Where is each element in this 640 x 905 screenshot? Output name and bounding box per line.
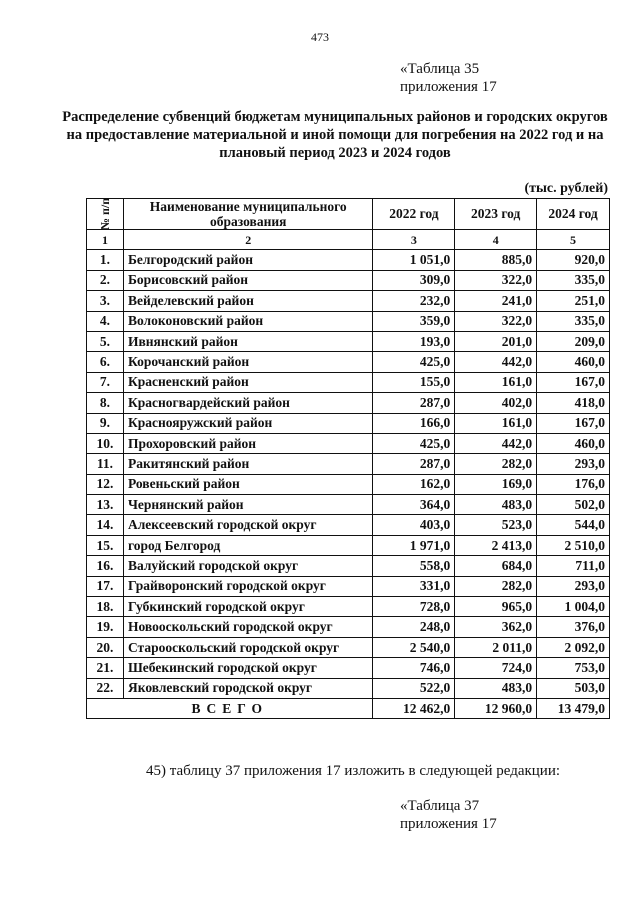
row-value-2022: 287,0 bbox=[373, 454, 455, 474]
row-value-2024: 753,0 bbox=[537, 658, 610, 678]
row-name: Старооскольский городской округ bbox=[123, 637, 373, 657]
row-value-2023: 402,0 bbox=[455, 393, 537, 413]
table-row bbox=[87, 617, 610, 637]
row-number: 6. bbox=[87, 352, 124, 372]
row-value-2022: 287,0 bbox=[373, 393, 455, 413]
row-number: 13. bbox=[87, 495, 124, 515]
row-value-2022: 166,0 bbox=[373, 413, 455, 433]
row-value-2024: 176,0 bbox=[537, 474, 610, 494]
total-row bbox=[87, 698, 610, 718]
row-value-2023: 684,0 bbox=[455, 556, 537, 576]
table-row bbox=[87, 535, 610, 555]
header-number: № п/п bbox=[87, 199, 124, 230]
row-value-2022: 1 971,0 bbox=[373, 535, 455, 555]
row-value-2024: 2 092,0 bbox=[537, 637, 610, 657]
row-name: Алексеевский городской округ bbox=[123, 515, 373, 535]
row-value-2022: 232,0 bbox=[373, 291, 455, 311]
row-value-2022: 558,0 bbox=[373, 556, 455, 576]
row-value-2023: 523,0 bbox=[455, 515, 537, 535]
row-value-2024: 711,0 bbox=[537, 556, 610, 576]
header-name: Наименование муниципального образования bbox=[123, 199, 373, 230]
row-value-2022: 155,0 bbox=[373, 372, 455, 392]
column-number: 5 bbox=[537, 230, 610, 250]
row-value-2022: 425,0 bbox=[373, 352, 455, 372]
row-name: Корочанский район bbox=[123, 352, 373, 372]
row-value-2023: 161,0 bbox=[455, 372, 537, 392]
row-value-2023: 442,0 bbox=[455, 433, 537, 453]
row-number: 1. bbox=[87, 250, 124, 270]
column-number-row bbox=[87, 230, 610, 250]
table-header-row bbox=[87, 199, 610, 230]
row-name: Борисовский район bbox=[123, 270, 373, 290]
row-number: 14. bbox=[87, 515, 124, 535]
row-number: 5. bbox=[87, 331, 124, 351]
table-row bbox=[87, 454, 610, 474]
row-value-2022: 403,0 bbox=[373, 515, 455, 535]
table-row bbox=[87, 393, 610, 413]
row-number: 3. bbox=[87, 291, 124, 311]
row-value-2024: 920,0 bbox=[537, 250, 610, 270]
row-name: Валуйский городской округ bbox=[123, 556, 373, 576]
row-name: Красногвардейский район bbox=[123, 393, 373, 413]
document-heading: Распределение субвенций бюджетам муниципальных районов и городских округов на предоставление материальной и иной помощи для погребения на 2022 год и на плановый период 2023 и 2024 годов bbox=[62, 109, 608, 161]
row-number: 7. bbox=[87, 372, 124, 392]
table-row bbox=[87, 352, 610, 372]
row-value-2024: 460,0 bbox=[537, 352, 610, 372]
row-name: город Белгород bbox=[123, 535, 373, 555]
table-row bbox=[87, 413, 610, 433]
row-number: 8. bbox=[87, 393, 124, 413]
row-value-2022: 331,0 bbox=[373, 576, 455, 596]
table-row bbox=[87, 658, 610, 678]
row-value-2023: 362,0 bbox=[455, 617, 537, 637]
table-row bbox=[87, 372, 610, 392]
row-value-2024: 335,0 bbox=[537, 311, 610, 331]
row-value-2022: 1 051,0 bbox=[373, 250, 455, 270]
row-name: Ивнянский район bbox=[123, 331, 373, 351]
column-number: 2 bbox=[123, 230, 373, 250]
row-number: 12. bbox=[87, 474, 124, 494]
row-value-2024: 293,0 bbox=[537, 576, 610, 596]
row-value-2024: 251,0 bbox=[537, 291, 610, 311]
table-reference-bottom-line1: «Таблица 37 bbox=[400, 798, 480, 814]
table-reference-top bbox=[400, 60, 497, 96]
row-value-2024: 167,0 bbox=[537, 413, 610, 433]
column-number: 3 bbox=[373, 230, 455, 250]
row-value-2023: 724,0 bbox=[455, 658, 537, 678]
row-value-2024: 335,0 bbox=[537, 270, 610, 290]
total-label: ВСЕГО bbox=[87, 698, 373, 718]
table-reference-bottom bbox=[400, 797, 497, 833]
table-row bbox=[87, 474, 610, 494]
table-reference-top-line2: приложения 17 bbox=[400, 79, 497, 95]
row-value-2022: 162,0 bbox=[373, 474, 455, 494]
row-value-2023: 322,0 bbox=[455, 311, 537, 331]
row-value-2022: 425,0 bbox=[373, 433, 455, 453]
subsidy-table bbox=[86, 198, 610, 719]
header-2024: 2024 год bbox=[537, 199, 610, 230]
table-row bbox=[87, 597, 610, 617]
row-value-2023: 282,0 bbox=[455, 454, 537, 474]
total-2024: 13 479,0 bbox=[537, 698, 610, 718]
row-value-2022: 359,0 bbox=[373, 311, 455, 331]
row-value-2023: 483,0 bbox=[455, 495, 537, 515]
row-number: 15. bbox=[87, 535, 124, 555]
row-name: Чернянский район bbox=[123, 495, 373, 515]
row-name: Волоконовский район bbox=[123, 311, 373, 331]
row-value-2022: 193,0 bbox=[373, 331, 455, 351]
row-value-2022: 2 540,0 bbox=[373, 637, 455, 657]
row-number: 4. bbox=[87, 311, 124, 331]
table-row bbox=[87, 556, 610, 576]
table-row bbox=[87, 270, 610, 290]
row-name: Ровеньский район bbox=[123, 474, 373, 494]
row-value-2024: 167,0 bbox=[537, 372, 610, 392]
row-value-2024: 2 510,0 bbox=[537, 535, 610, 555]
row-name: Вейделевский район bbox=[123, 291, 373, 311]
table-row bbox=[87, 495, 610, 515]
row-name: Новооскольский городской округ bbox=[123, 617, 373, 637]
row-value-2024: 293,0 bbox=[537, 454, 610, 474]
row-value-2023: 282,0 bbox=[455, 576, 537, 596]
table-reference-bottom-line2: приложения 17 bbox=[400, 816, 497, 832]
table-row bbox=[87, 311, 610, 331]
row-name: Белгородский район bbox=[123, 250, 373, 270]
row-name: Прохоровский район bbox=[123, 433, 373, 453]
total-2022: 12 462,0 bbox=[373, 698, 455, 718]
row-value-2023: 885,0 bbox=[455, 250, 537, 270]
row-name: Красненский район bbox=[123, 372, 373, 392]
row-number: 2. bbox=[87, 270, 124, 290]
row-name: Ракитянский район bbox=[123, 454, 373, 474]
table-row bbox=[87, 576, 610, 596]
row-value-2024: 418,0 bbox=[537, 393, 610, 413]
table-row bbox=[87, 678, 610, 698]
table-row bbox=[87, 637, 610, 657]
row-value-2023: 161,0 bbox=[455, 413, 537, 433]
table-row bbox=[87, 291, 610, 311]
row-value-2022: 248,0 bbox=[373, 617, 455, 637]
row-value-2023: 442,0 bbox=[455, 352, 537, 372]
header-2022: 2022 год bbox=[373, 199, 455, 230]
row-number: 18. bbox=[87, 597, 124, 617]
column-number: 4 bbox=[455, 230, 537, 250]
row-number: 22. bbox=[87, 678, 124, 698]
row-value-2022: 364,0 bbox=[373, 495, 455, 515]
table-row bbox=[87, 250, 610, 270]
row-value-2022: 746,0 bbox=[373, 658, 455, 678]
row-value-2023: 169,0 bbox=[455, 474, 537, 494]
row-value-2023: 241,0 bbox=[455, 291, 537, 311]
row-value-2024: 503,0 bbox=[537, 678, 610, 698]
row-number: 16. bbox=[87, 556, 124, 576]
row-name: Губкинский городской округ bbox=[123, 597, 373, 617]
row-value-2023: 483,0 bbox=[455, 678, 537, 698]
row-number: 10. bbox=[87, 433, 124, 453]
row-value-2022: 309,0 bbox=[373, 270, 455, 290]
row-value-2023: 2 413,0 bbox=[455, 535, 537, 555]
row-name: Грайворонский городской округ bbox=[123, 576, 373, 596]
row-number: 20. bbox=[87, 637, 124, 657]
row-value-2024: 209,0 bbox=[537, 331, 610, 351]
row-name: Шебекинский городской округ bbox=[123, 658, 373, 678]
row-value-2023: 2 011,0 bbox=[455, 637, 537, 657]
row-number: 9. bbox=[87, 413, 124, 433]
row-value-2023: 965,0 bbox=[455, 597, 537, 617]
table-row bbox=[87, 515, 610, 535]
row-value-2024: 460,0 bbox=[537, 433, 610, 453]
table-row bbox=[87, 433, 610, 453]
row-name: Краснояружский район bbox=[123, 413, 373, 433]
row-value-2022: 728,0 bbox=[373, 597, 455, 617]
units-label: (тыс. рублей) bbox=[524, 181, 608, 196]
row-number: 21. bbox=[87, 658, 124, 678]
table-row bbox=[87, 331, 610, 351]
row-value-2024: 376,0 bbox=[537, 617, 610, 637]
row-value-2024: 544,0 bbox=[537, 515, 610, 535]
row-number: 17. bbox=[87, 576, 124, 596]
total-2023: 12 960,0 bbox=[455, 698, 537, 718]
column-number: 1 bbox=[87, 230, 124, 250]
page-number: 473 bbox=[311, 30, 329, 44]
row-value-2023: 201,0 bbox=[455, 331, 537, 351]
row-number: 19. bbox=[87, 617, 124, 637]
row-value-2022: 522,0 bbox=[373, 678, 455, 698]
row-name: Яковлевский городской округ bbox=[123, 678, 373, 698]
row-value-2024: 1 004,0 bbox=[537, 597, 610, 617]
row-value-2023: 322,0 bbox=[455, 270, 537, 290]
header-2023: 2023 год bbox=[455, 199, 537, 230]
table-reference-top-line1: «Таблица 35 bbox=[400, 61, 480, 77]
row-value-2024: 502,0 bbox=[537, 495, 610, 515]
instruction-text: 45) таблицу 37 приложения 17 изложить в следующей редакции: bbox=[146, 763, 561, 779]
row-number: 11. bbox=[87, 454, 124, 474]
